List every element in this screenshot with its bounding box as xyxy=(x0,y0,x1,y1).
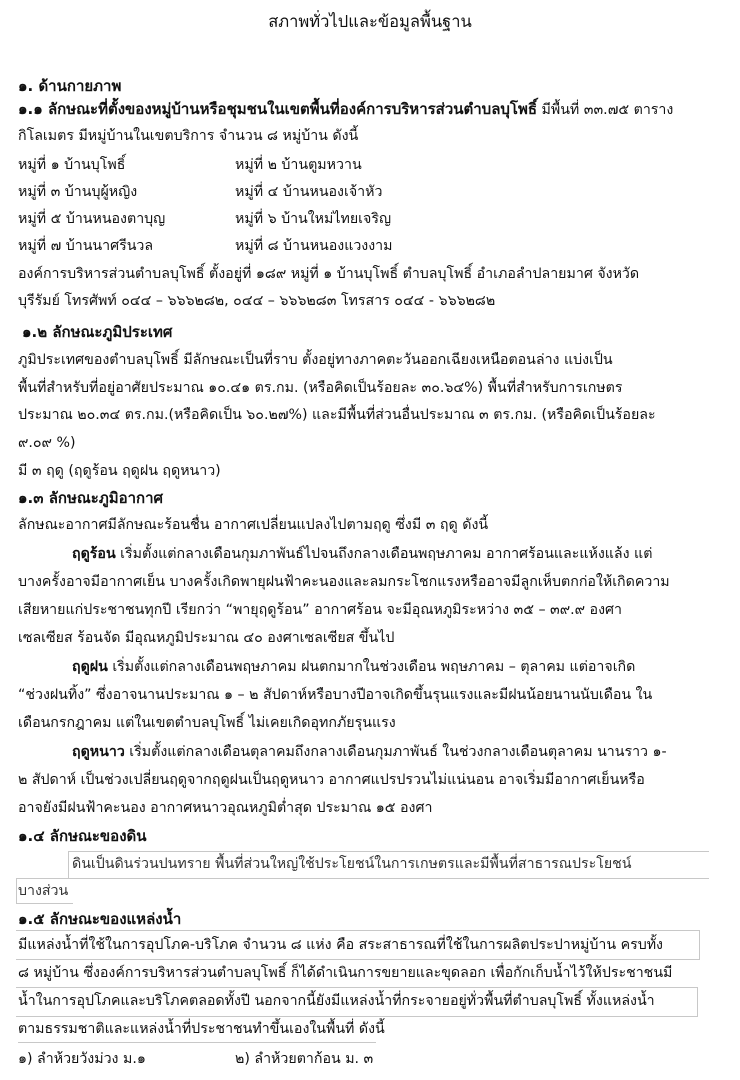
village-item: หมู่ที่ ๕ บ้านหนองตาบุญ xyxy=(18,211,166,227)
section-1-1-line-2: กิโลเมตร มีหมู่บ้านในเขตบริการ จำนวน ๘ หมู่บ้าน ดังนี้ xyxy=(18,128,359,144)
section-1-2-heading: ๑.๒ ลักษณะภูมิประเทศ xyxy=(22,323,173,341)
rain-line-3: เดือนกรกฎาคม แต่ในเขตตำบลบุโพธิ์ ไม่เคยเกิดอุทกภัยรุนแรง xyxy=(18,715,396,731)
village-row xyxy=(18,209,165,229)
village-item: หมู่ที่ ๑ บ้านบุโพธิ์ xyxy=(18,157,126,173)
page-title: สภาพทั่วไปและข้อมูลพื้นฐาน xyxy=(268,12,472,31)
summer-line-1 xyxy=(72,544,652,564)
rain-label: ฤดูฝน xyxy=(72,659,108,675)
address-line-1: องค์การบริหารส่วนตำบลบุโพธิ์ ตั้งอยู่ที่ ๑๘๙ หมู่ที่ ๑ บ้านบุโพธิ์ ตำบลบุโพธิ์ อำเภอลำปลายมาศ จังหวัด xyxy=(18,266,640,282)
winter-line-3: อาจยังมีฝนฟ้าคะนอง อากาศหนาวอุณหภูมิต่ำสุด ประมาณ ๑๕ องศา xyxy=(18,800,433,816)
water-line: ๘ หมู่บ้าน ซึ่งองค์การบริหารส่วนตำบลบุโพธิ์ ก็ได้ดำเนินการขยายและขุดลอก เพื่อกักเก็บน้ำไว้ให้ประชาชนมี xyxy=(18,965,673,981)
water-source-item: ๑) ลำห้วยวังม่วง ม.๑ xyxy=(18,1051,146,1067)
terrain-line: มี ๓ ฤดู (ฤดูร้อน ฤดูฝน ฤดูหนาว) xyxy=(18,463,221,479)
village-item: หมู่ที่ ๖ บ้านใหม่ไทยเจริญ xyxy=(235,211,392,227)
village-item: หมู่ที่ ๘ บ้านหนองแวงงาม xyxy=(235,238,393,254)
section-1-1-area: มีพื้นที่ ๓๓.๗๕ ตาราง xyxy=(537,102,674,118)
section-1-5-heading: ๑.๕ ลักษณะของแหล่งน้ำ xyxy=(18,910,182,928)
rain-line-2: “ช่วงฝนทิ้ง” ซึ่งอาจนานประมาณ ๑ – ๒ สัปดาห์หรือบางปีอาจเกิดขึ้นรุนแรงและมีฝนน้อยนานนับเดือน ใน xyxy=(18,687,653,703)
summer-line-2: บางครั้งอาจมีอากาศเย็น บางครั้งเกิดพายุฝนฟ้าคะนองและลมกระโชกแรงหรืออาจมีลูกเห็บตกก่อให้เกิดความ xyxy=(18,574,670,590)
rain-text: เริ่มตั้งแต่กลางเดือนพฤษภาคม ฝนตกมากในช่วงเดือน พฤษภาคม – ตุลาคม แต่อาจเกิด xyxy=(107,659,636,675)
soil-line-1: ดินเป็นดินร่วนปนทราย พื้นที่ส่วนใหญ่ใช้ประโยชน์ในการเกษตรและมีพื้นที่สาธารณประโยชน์ xyxy=(72,856,632,872)
address-line-2: บุรีรัมย์ โทรศัพท์ ๐๔๔ – ๖๖๖๒๘๒, ๐๔๔ – ๖๖๖๒๘๓ โทรสาร ๐๔๔ - ๖๖๖๒๘๒ xyxy=(18,293,496,309)
terrain-line: ประมาณ ๒๐.๓๔ ตร.กม.(หรือคิดเป็น ๖๐.๒๗%) และมีพื้นที่ส่วนอื่นประมาณ ๓ ตร.กม. (หรือคิดเป็นร้อยละ xyxy=(18,407,656,423)
summer-label: ฤดูร้อน xyxy=(72,546,116,562)
terrain-line: ๙.๐๙ %) xyxy=(18,435,76,451)
village-row xyxy=(18,236,153,256)
village-item: หมู่ที่ ๓ บ้านบุผู้หญิง xyxy=(18,184,138,200)
winter-text: เริ่มตั้งแต่กลางเดือนตุลาคมถึงกลางเดือนกุมภาพันธ์ ในช่วงกลางเดือนตุลาคม นานราว ๑- xyxy=(124,744,667,760)
winter-line-2: ๒ สัปดาห์ เป็นช่วงเปลี่ยนฤดูจากฤดูฝนเป็นฤดูหนาว อากาศแปรปรวนไม่แน่นอน อาจเริ่มมีอากาศเย็นหรือ xyxy=(18,772,645,788)
winter-line-1 xyxy=(72,742,667,762)
winter-label: ฤดูหนาว xyxy=(72,744,125,760)
soil-line-2: บางส่วน xyxy=(18,883,69,899)
water-line: มีแหล่งน้ำที่ใช้ในการอุปโภค-บริโภค จำนวน ๘ แห่ง คือ สระสาธารณที่ใช้ในการผลิตประปาหมู่บ้าน ครบทั้ง xyxy=(18,937,663,953)
water-source-item: ๒) ลำห้วยตาก้อน ม. ๓ xyxy=(235,1051,374,1067)
terrain-line: พื้นที่สำหรับที่อยู่อาศัยประมาณ ๑๐.๔๑ ตร.กม. (หรือคิดเป็นร้อยละ ๓๐.๖๔%) พื้นที่สำหรับการเกษตร xyxy=(18,380,623,396)
section-1-4-heading: ๑.๔ ลักษณะของดิน xyxy=(18,827,147,845)
rain-line-1 xyxy=(72,657,635,677)
village-row xyxy=(18,155,125,175)
village-item: หมู่ที่ ๔ บ้านหนองเจ้าหัว xyxy=(235,184,383,200)
climate-intro: ลักษณะอากาศมีลักษณะร้อนชื่น อากาศเปลี่ยนแปลงไปตามฤดู ซึ่งมี ๓ ฤดู ดังนี้ xyxy=(18,517,489,533)
terrain-line: ภูมิประเทศของตำบลบุโพธิ์ มีลักษณะเป็นที่ราบ ตั้งอยู่ทางภาคตะวันออกเฉียงเหนือตอนล่าง แบ่งเป็น xyxy=(18,352,613,368)
water-line: ตามธรรมชาติและแหล่งน้ำที่ประชาชนทำขึ้นเองในพื้นที่ ดังนี้ xyxy=(18,1021,385,1037)
summer-line-3: เสียหายแก่ประชาชนทุกปี เรียกว่า “พายุฤดูร้อน” อากาศร้อน จะมีอุณหภูมิระหว่าง ๓๕ – ๓๙.๙ องศา xyxy=(18,602,622,618)
section-1-1-line-1 xyxy=(18,99,673,120)
section-1-1-heading: ๑.๑ ลักษณะที่ตั้งของหมู่บ้านหรือชุมชนในเขตพื้นที่องค์การบริหารส่วนตำบลบุโพธิ์ xyxy=(18,100,538,118)
section-heading-physical: ๑. ด้านกายภาพ xyxy=(18,77,122,95)
summer-text: เริ่มตั้งแต่กลางเดือนกุมภาพันธ์ไปจนถึงกลางเดือนพฤษภาคม อากาศร้อนและแห้งแล้ง แต่ xyxy=(115,546,653,562)
water-line: น้ำในการอุปโภคและบริโภคตลอดทั้งปี นอกจากนี้ยังมีแหล่งน้ำที่กระจายอยู่ทั่วพื้นที่ตำบลบุโพธิ์ ทั้งแหล่งน้ำ xyxy=(18,993,655,1009)
water-underline xyxy=(18,1042,376,1043)
village-item: หมู่ที่ ๗ บ้านนาศรีนวล xyxy=(18,238,154,254)
summer-line-4: เซลเซียส ร้อนจัด มีอุณหภูมิประมาณ ๔๐ องศาเซลเซียส ขึ้นไป xyxy=(18,630,395,646)
section-1-3-heading: ๑.๓ ลักษณะภูมิอากาศ xyxy=(18,489,164,507)
village-item: หมู่ที่ ๒ บ้านตูมหวาน xyxy=(235,157,362,173)
village-row xyxy=(18,182,137,202)
